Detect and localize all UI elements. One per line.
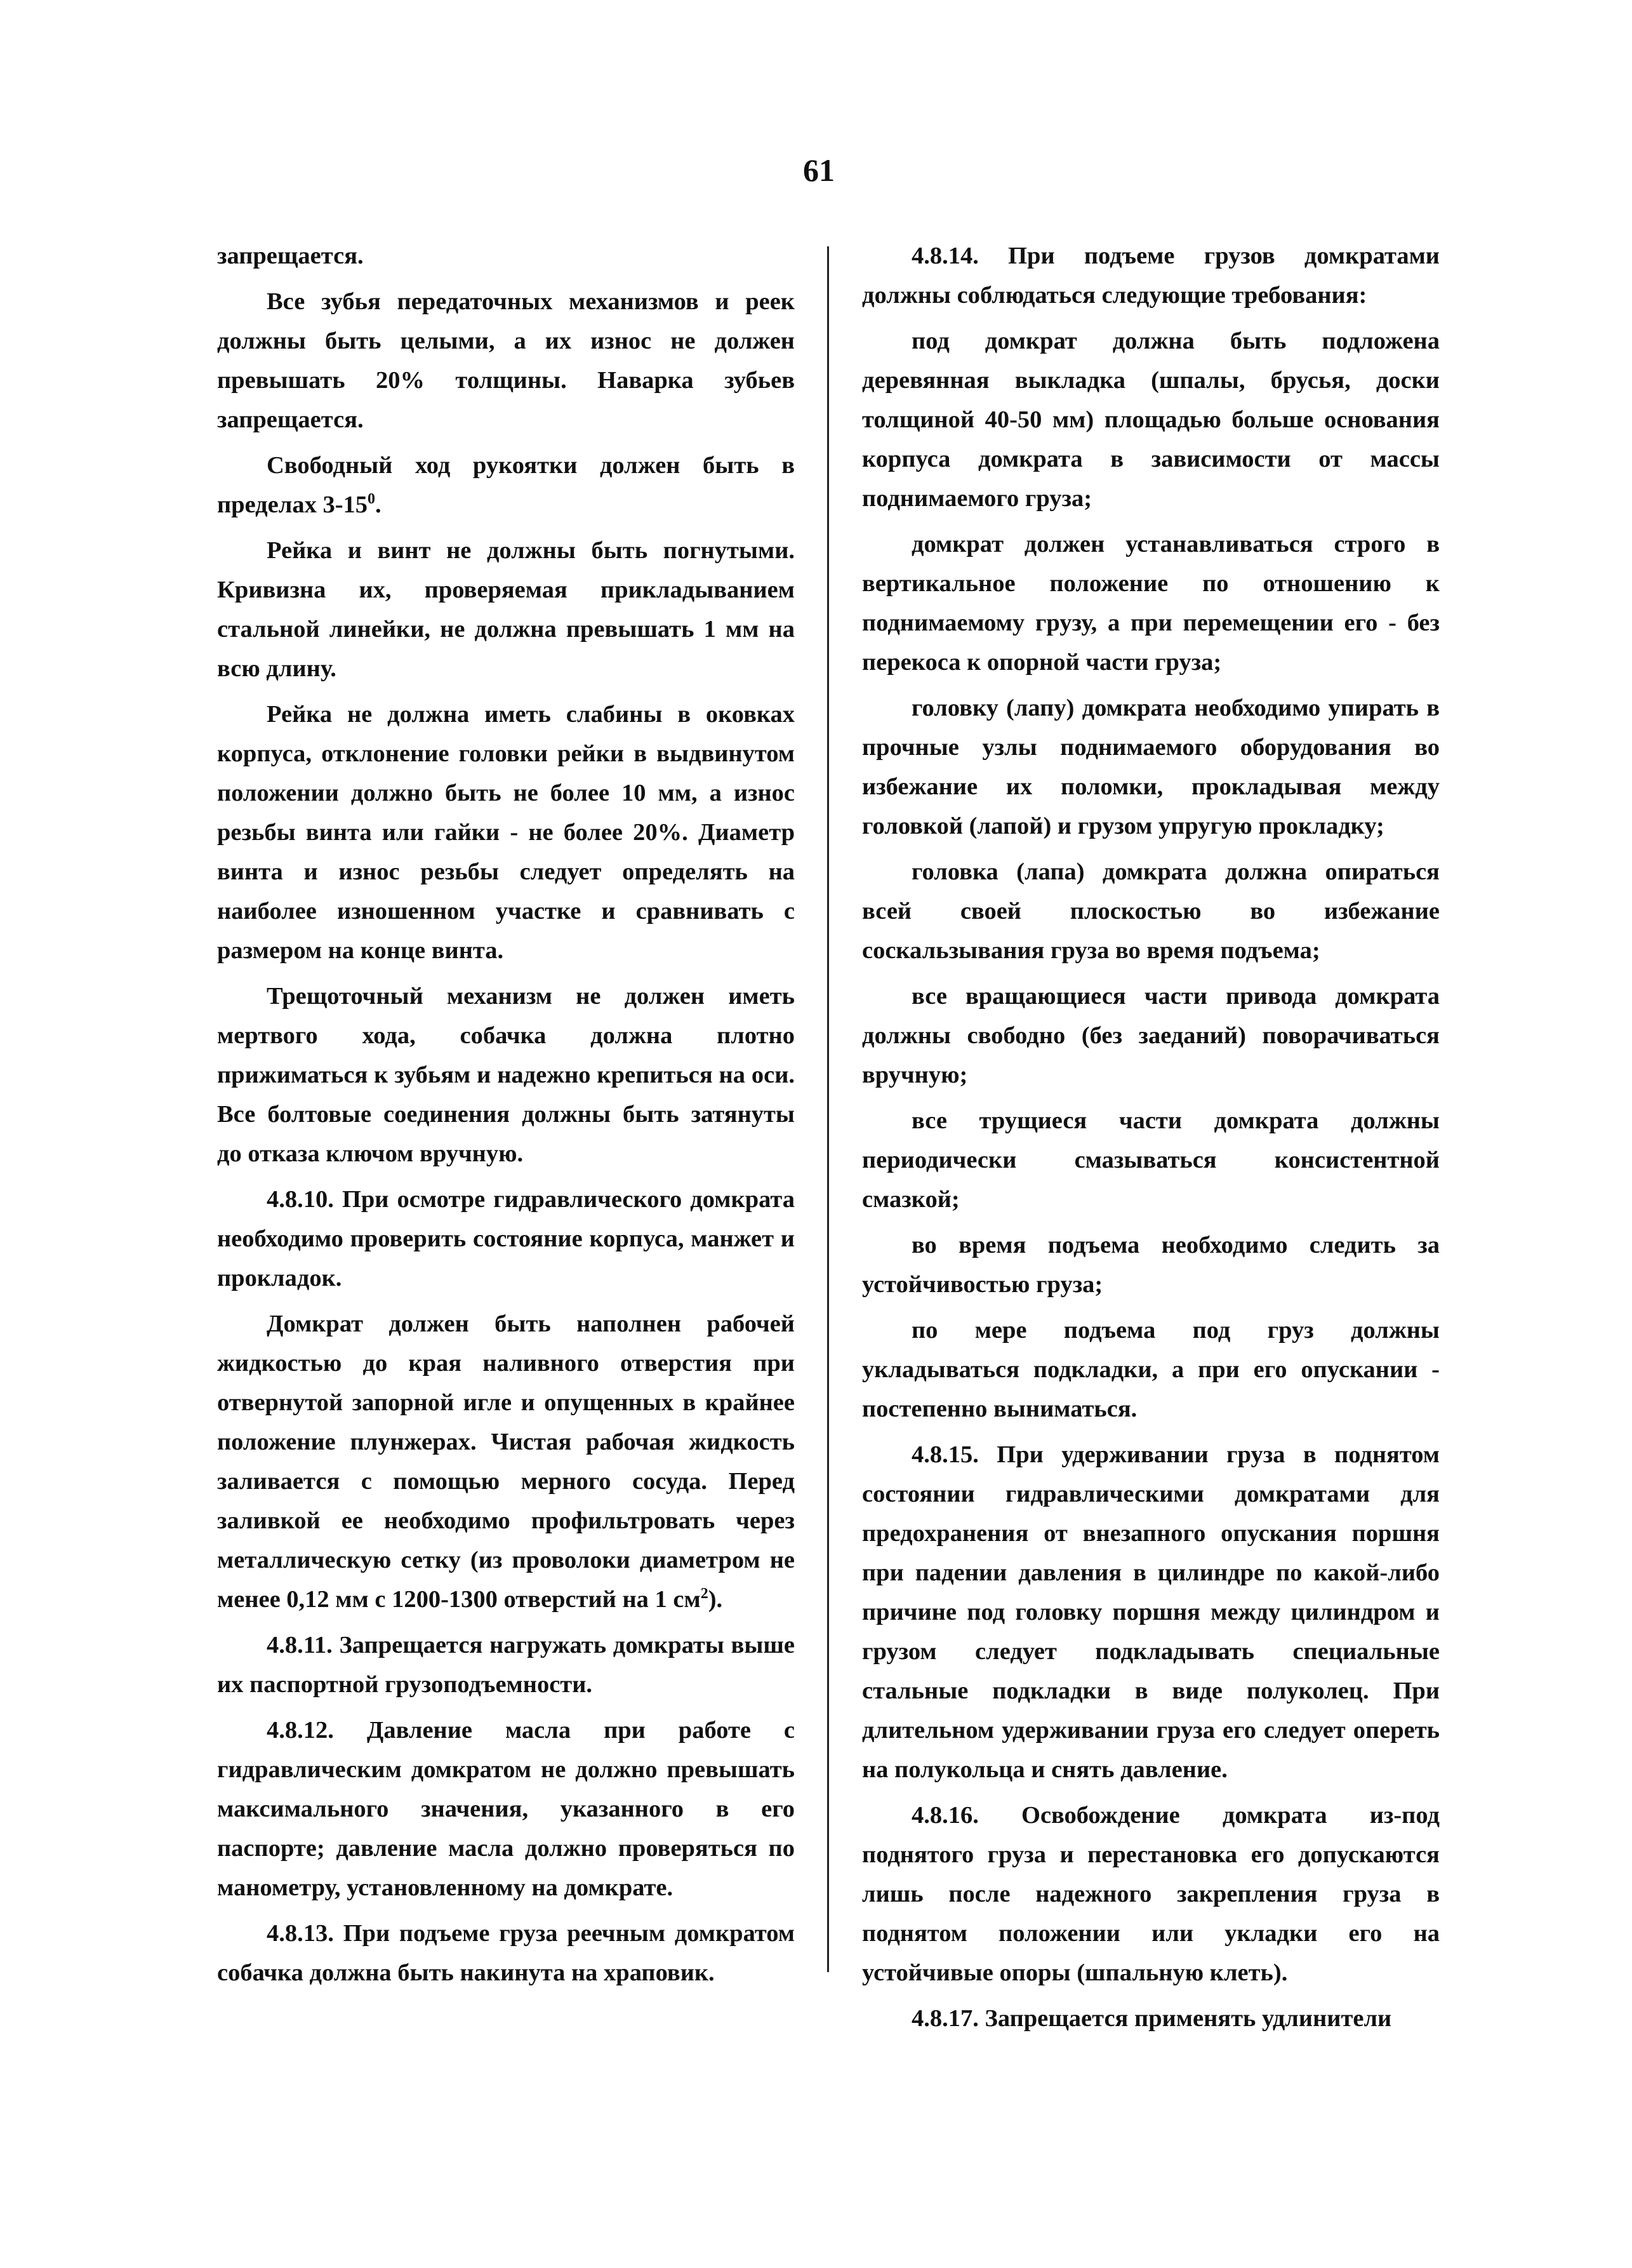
paragraph	[862, 688, 1440, 846]
paragraph-text-tail: .	[375, 491, 381, 518]
paragraph	[862, 1225, 1440, 1304]
paragraph	[862, 1435, 1440, 1789]
right-text-column	[862, 236, 1440, 2045]
paragraph	[862, 1999, 1440, 2038]
paragraph	[862, 321, 1440, 518]
paragraph	[862, 852, 1440, 970]
column-divider	[827, 246, 829, 1972]
paragraph-text: головка (лапа) домкрата должна опираться всей своей плоскостью во избежание соскальзывания груза во время подъема;	[862, 858, 1440, 964]
paragraph	[217, 1711, 795, 1907]
paragraph-text-tail: ).	[708, 1586, 723, 1613]
paragraph	[862, 977, 1440, 1095]
paragraph-text: во время подъема необходимо следить за устойчивостью груза;	[862, 1232, 1440, 1298]
paragraph-text: Домкрат должен быть наполнен рабочей жидкостью до края наливного отверстия при отвернутой запорной игле и опущенных в крайнее положение плунжерах. Чистая рабочая жидкость заливается с помощью мерного сосуда. Перед заливкой ее необходимо профильтровать через металлическую сетку (из проволоки диаметром не менее 0,12 мм с 1200-1300 отверстий на 1 см	[217, 1311, 795, 1613]
paragraph-text: Свободный ход рукоятки должен быть в пределах 3-15	[217, 452, 795, 518]
superscript: 0	[368, 491, 376, 507]
paragraph-text: Рейка не должна иметь слабины в оковках корпуса, отклонение головки рейки в выдвинутом положении должно быть не более 10 мм, а износ резьбы винта или гайки - не более 20%. Диаметр винта и износ резьбы следует определять на наиболее изношенном участке и сравнивать с размером на конце винта.	[217, 701, 795, 964]
page-number: 61	[803, 152, 835, 188]
paragraph	[862, 1311, 1440, 1429]
paragraph-text: Все зубья передаточных механизмов и реек должны быть целыми, а их износ не должен превышать 20% толщины. Наварка зубьев запрещается.	[217, 288, 795, 433]
paragraph	[862, 524, 1440, 682]
left-text-column	[217, 236, 795, 1999]
paragraph-text: головку (лапу) домкрата необходимо упирать в прочные узлы поднимаемого оборудования во избежание их поломки, прокладывая между головкой (лапой) и грузом упругую прокладку;	[862, 695, 1440, 839]
paragraph-text: 4.8.12. Давление масла при работе с гидравлическим домкратом не должно превышать максимального значения, указанного в его паспорте; давление масла должно проверяться по манометру, установленному на домкрате.	[217, 1717, 795, 1901]
paragraph	[217, 1625, 795, 1704]
paragraph	[217, 531, 795, 688]
paragraph-text: 4.8.10. При осмотре гидравлического домкрата необходимо проверить состояние корпуса, манжет и прокладок.	[217, 1186, 795, 1291]
paragraph-text: 4.8.15. При удерживании груза в поднятом состоянии гидравлическими домкратами для предохранения от внезапного опускания поршня при падении давления в цилиндре по какой-либо причине под головку поршня между цилиндром и грузом следует подкладывать специальные стальные подкладки в виде полуколец. При длительном удерживании груза его следует опереть на полукольца и снять давление.	[862, 1441, 1440, 1783]
paragraph-text: все вращающиеся части привода домкрата должны свободно (без заеданий) поворачиваться вручную;	[862, 983, 1440, 1088]
paragraph-text: по мере подъема под груз должны укладываться подкладки, а при его опускании - постепенно выниматься.	[862, 1317, 1440, 1422]
paragraph	[862, 236, 1440, 315]
paragraph	[862, 1796, 1440, 1992]
paragraph-text: под домкрат должна быть подложена деревянная выкладка (шпалы, брусья, доски толщиной 40-50 мм) площадью больше основания корпуса домкрата в зависимости от массы поднимаемого груза;	[862, 328, 1440, 512]
paragraph-text: Трещоточный механизм не должен иметь мертвого хода, собачка должна плотно прижиматься к зубьям и надежно крепиться на оси. Все болтовые соединения должны быть затянуты до отказа ключом вручную.	[217, 983, 795, 1167]
paragraph-text: 4.8.11. Запрещается нагружать домкраты выше их паспортной грузоподъемности.	[217, 1632, 795, 1698]
paragraph-text: все трущиеся части домкрата должны периодически смазываться консистентной смазкой;	[862, 1107, 1440, 1213]
paragraph	[217, 1304, 795, 1619]
paragraph	[217, 1180, 795, 1298]
paragraph	[217, 282, 795, 439]
paragraph-text: 4.8.17. Запрещается применять удлинители	[912, 2005, 1392, 2032]
paragraph-text: 4.8.13. При подъеме груза реечным домкратом собачка должна быть накинута на храповик.	[217, 1920, 795, 1986]
paragraph-text: 4.8.14. При подъеме грузов домкратами должны соблюдаться следующие требования:	[862, 243, 1440, 309]
paragraph	[217, 1914, 795, 1992]
superscript: 2	[700, 1585, 708, 1602]
paragraph-text: 4.8.16. Освобождение домкрата из-под поднятого груза и перестановка его допускаются лишь после надежного закрепления груза в поднятом положении или укладки его на устойчивые опоры (шпальную клеть).	[862, 1802, 1440, 1986]
paragraph	[217, 446, 795, 524]
paragraph-text: запрещается.	[217, 243, 364, 269]
paragraph	[217, 236, 795, 276]
paragraph	[862, 1101, 1440, 1219]
paragraph-text: Рейка и винт не должны быть погнутыми. Кривизна их, проверяемая прикладыванием стальной линейки, не должна превышать 1 мм на всю длину.	[217, 537, 795, 682]
paragraph-text: домкрат должен устанавливаться строго в вертикальное положение по отношению к поднимаемому грузу, а при перемещении его - без перекоса к опорной части груза;	[862, 531, 1440, 676]
paragraph	[217, 977, 795, 1173]
paragraph	[217, 695, 795, 970]
